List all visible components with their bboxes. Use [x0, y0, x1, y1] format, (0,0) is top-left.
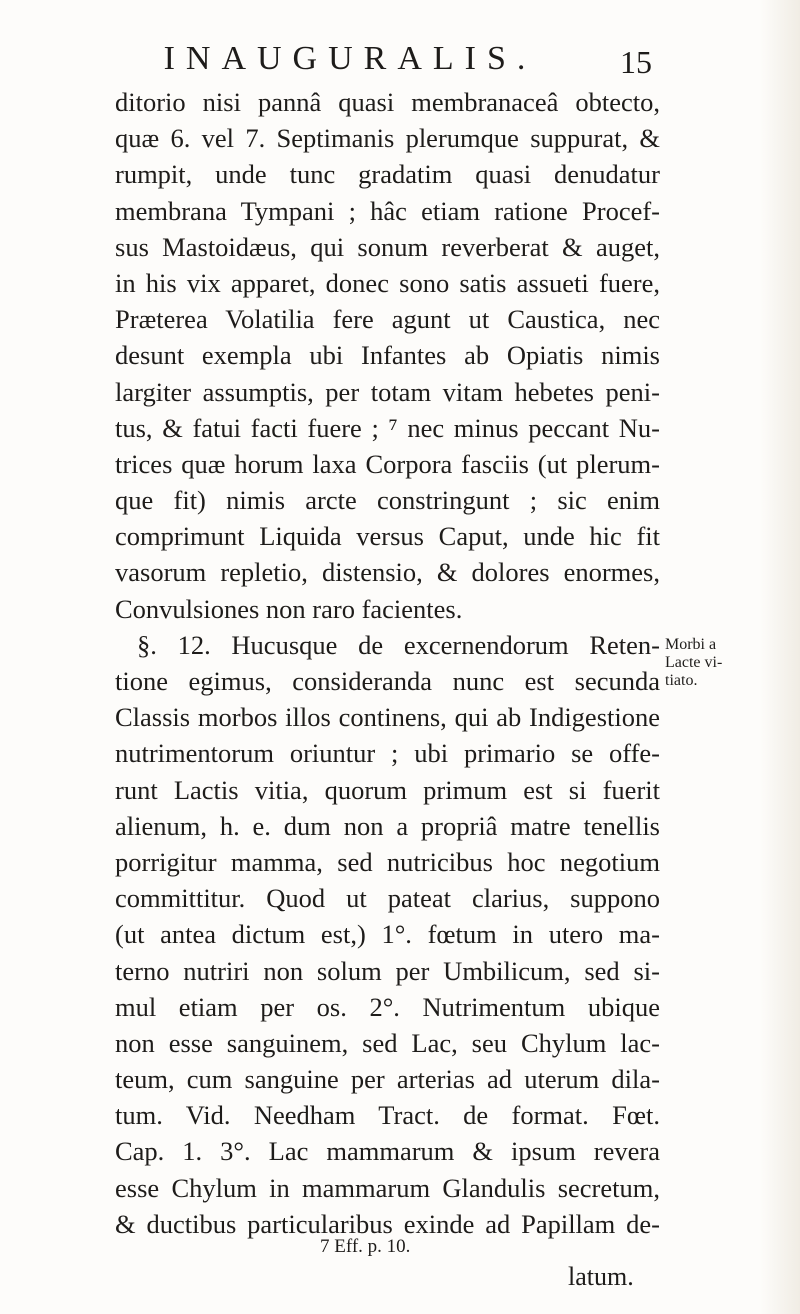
- text-line: tus, & fatui facti fuere ; ⁷ nec minus peccant Nu-: [115, 412, 660, 443]
- text-line: Cap. 1. 3°. Lac mammarum & ipsum revera: [115, 1136, 660, 1167]
- text-line: teum, cum sanguine per arterias ad uterum dila-: [115, 1064, 660, 1095]
- marginal-note-line: Morbi a: [665, 636, 717, 653]
- text-line: Convulsiones non raro facientes.: [115, 593, 463, 624]
- section-heading-line: §. 12. Hucusque de excernendorum Reten-: [137, 629, 660, 660]
- text-line: non esse sanguinem, sed Lac, seu Chylum lac-: [115, 1027, 660, 1058]
- body-text: [115, 84, 660, 1242]
- text-line: esse Chylum in mammarum Glandulis secretum,: [115, 1172, 660, 1203]
- text-line: trices quæ horum laxa Corpora fasciis (ut plerum-: [115, 448, 660, 479]
- text-line: membrana Tympani ; hâc etiam ratione Procef-: [115, 195, 660, 226]
- text-line: que fit) nimis arcte constringunt ; sic enim: [115, 485, 660, 516]
- text-line: committitur. Quod ut pateat clarius, suppono: [115, 883, 660, 914]
- text-line: mul etiam per os. 2°. Nutrimentum ubique: [115, 991, 660, 1022]
- catchword: latum.: [568, 1262, 634, 1291]
- text-line: quæ 6. vel 7. Septimanis plerumque suppurat, &: [115, 123, 660, 154]
- marginal-note-line: Lacte vi-: [665, 654, 723, 671]
- text-line: largiter assumptis, per totam vitam hebetes peni-: [115, 376, 660, 407]
- marginal-note-line: tiato.: [665, 672, 698, 689]
- text-line: comprimunt Liquida versus Caput, unde hic fit: [115, 521, 660, 552]
- footnote: 7 Eff. p. 10.: [320, 1236, 411, 1257]
- text-line: runt Lactis vitia, quorum primum est si fuerit: [115, 774, 660, 805]
- text-line: desunt exempla ubi Infantes ab Opiatis nimis: [115, 340, 660, 371]
- text-line: tione egimus, consideranda nunc est secunda: [115, 666, 660, 696]
- text-line: & ductibus particularibus exinde ad Papillam de-: [115, 1208, 660, 1239]
- page-number: 15: [620, 44, 652, 80]
- text-line: Classis morbos illos continens, qui ab Indigestione: [115, 702, 660, 733]
- text-line: nutrimentorum oriuntur ; ubi primario se offe-: [115, 738, 660, 769]
- text-line: in his vix apparet, donec sono satis assueti fuere,: [115, 267, 660, 298]
- text-line: Præterea Volatilia fere agunt ut Caustica, nec: [115, 304, 660, 335]
- text-line: ditorio nisi pannâ quasi membranaceâ obtecto,: [115, 87, 660, 117]
- text-line: rumpit, unde tunc gradatim quasi denudatur: [115, 159, 660, 190]
- text-line: terno nutriri non solum per Umbilicum, sed si-: [115, 955, 660, 986]
- text-line: porrigitur mamma, sed nutricibus hoc negotium: [115, 846, 660, 877]
- text-line: vasorum repletio, distensio, & dolores enormes,: [115, 557, 660, 588]
- marginal-note: [665, 636, 795, 690]
- text-line: tum. Vid. Needham Tract. de format. Fœt.: [115, 1100, 660, 1131]
- text-line: sus Mastoidæus, qui sonum reverberat & auget,: [115, 231, 660, 262]
- running-title: INAUGURALIS.: [163, 40, 537, 77]
- text-line: (ut antea dictum est,) 1°. fœtum in utero ma-: [115, 919, 660, 950]
- text-line: alienum, h. e. dum non a propriâ matre tenellis: [115, 810, 660, 841]
